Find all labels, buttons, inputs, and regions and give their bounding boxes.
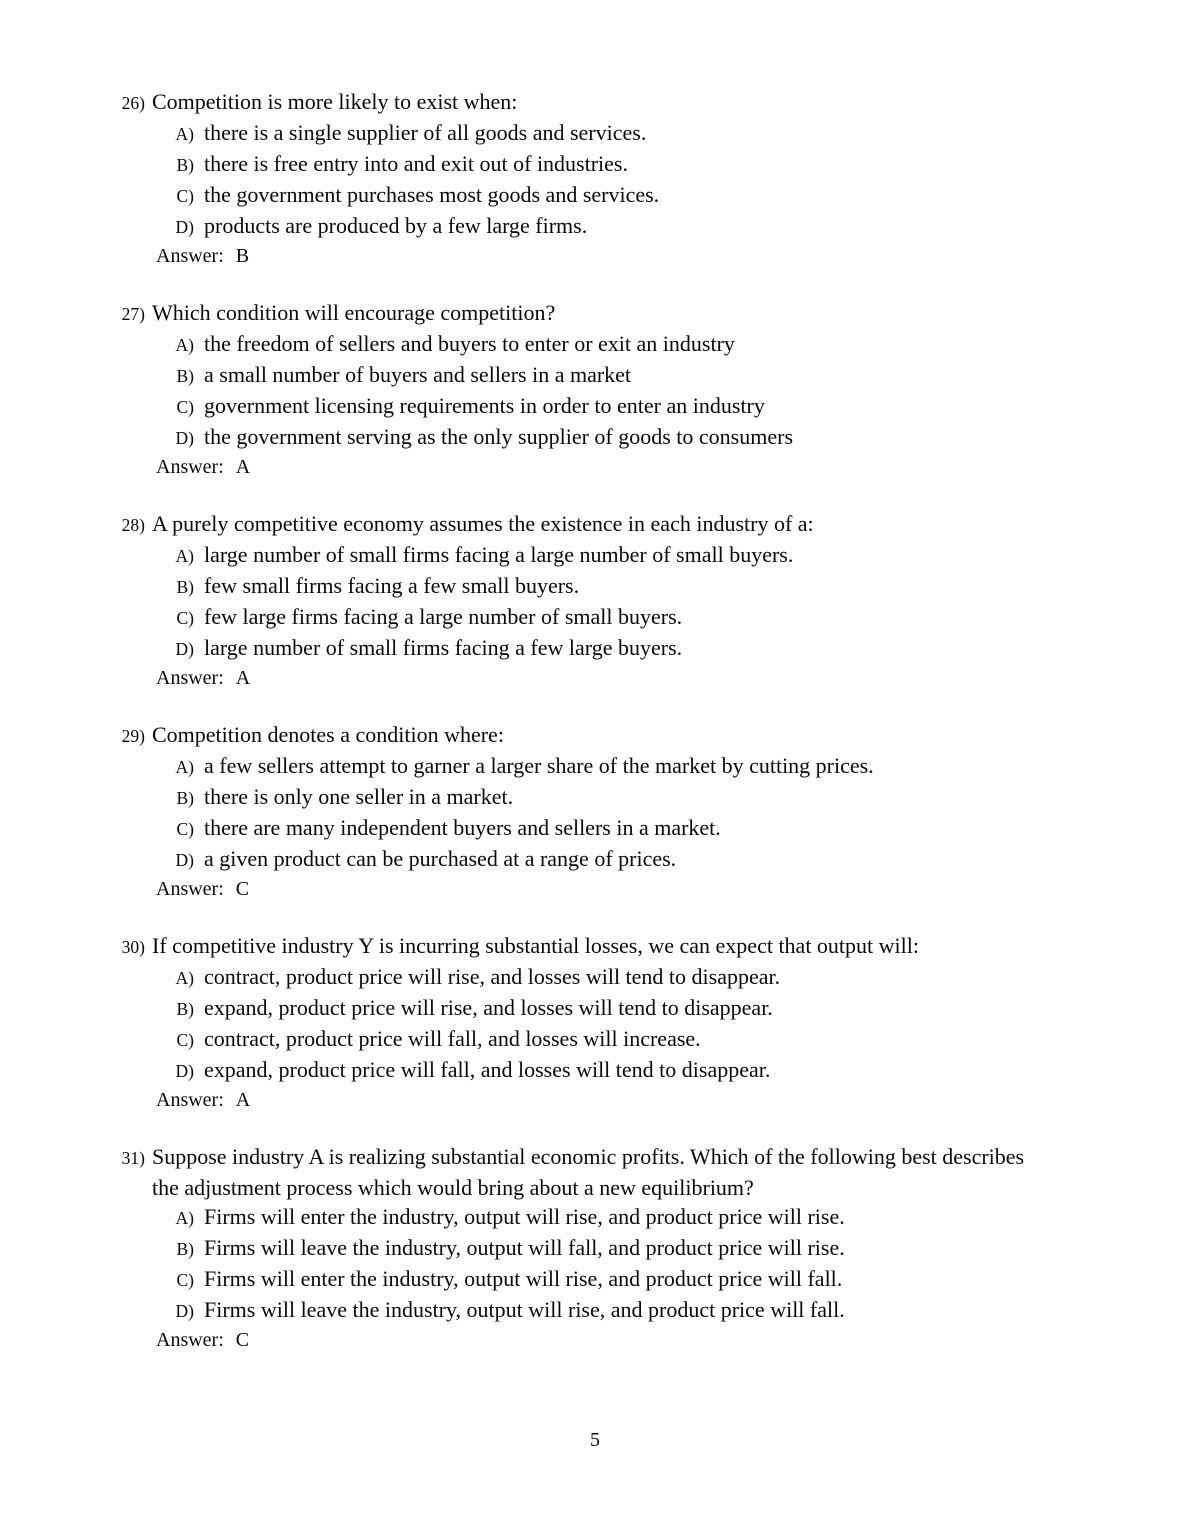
option-text: products are produced by a few large firms. — [204, 213, 588, 238]
option-row — [0, 813, 1190, 844]
question-text: Which condition will encourage competition? — [152, 300, 556, 325]
answer-row — [0, 1326, 1190, 1355]
option-text: large number of small firms facing a few large buyers. — [204, 635, 683, 660]
option-text: the freedom of sellers and buyers to enter or exit an industry — [204, 331, 735, 356]
option-row — [0, 602, 1190, 633]
question-block — [0, 931, 1190, 1115]
question-line — [0, 720, 1190, 751]
question-text-continuation: the adjustment process which would bring about a new equilibrium? — [152, 1175, 754, 1200]
option-text: Firms will enter the industry, output will rise, and product price will fall. — [204, 1266, 843, 1291]
option-row — [0, 360, 1190, 391]
question-block — [0, 298, 1190, 482]
option-marker: D) — [175, 1301, 194, 1321]
option-marker: C) — [176, 397, 194, 417]
answer-letter: B — [235, 245, 250, 267]
option-text: a few sellers attempt to garner a larger share of the market by cutting prices. — [204, 753, 874, 778]
option-row — [0, 329, 1190, 360]
option-marker: B) — [176, 788, 194, 808]
option-marker: A) — [175, 124, 194, 144]
option-text: government licensing requirements in order to enter an industry — [204, 393, 765, 418]
option-row — [0, 391, 1190, 422]
answer-letter: C — [235, 1329, 250, 1351]
answer-label: Answer: — [156, 245, 224, 267]
option-text: there is free entry into and exit out of industries. — [204, 151, 628, 176]
question-number: 26) — [121, 93, 145, 113]
option-row — [0, 633, 1190, 664]
option-marker: B) — [176, 577, 194, 597]
option-row — [0, 962, 1190, 993]
option-marker: A) — [175, 757, 194, 777]
question-line — [0, 87, 1190, 118]
option-text: Firms will enter the industry, output will rise, and product price will rise. — [204, 1204, 845, 1229]
option-marker: A) — [175, 968, 194, 988]
answer-row — [0, 875, 1190, 904]
option-text: there is only one seller in a market. — [204, 784, 514, 809]
option-text: contract, product price will fall, and losses will increase. — [204, 1026, 701, 1051]
option-marker: D) — [175, 217, 194, 237]
option-row — [0, 993, 1190, 1024]
option-row — [0, 422, 1190, 453]
option-marker: A) — [175, 335, 194, 355]
answer-label: Answer: — [156, 1089, 224, 1111]
option-text: large number of small firms facing a large number of small buyers. — [204, 542, 794, 567]
answer-label: Answer: — [156, 456, 224, 478]
option-row — [0, 540, 1190, 571]
option-row — [0, 1295, 1190, 1326]
option-marker: C) — [176, 608, 194, 628]
option-marker: C) — [176, 819, 194, 839]
page-footer — [0, 1426, 1190, 1455]
question-text: Competition denotes a condition where: — [152, 722, 504, 747]
option-marker: D) — [175, 428, 194, 448]
option-marker: B) — [176, 366, 194, 386]
option-row — [0, 149, 1190, 180]
question-block — [0, 87, 1190, 271]
option-marker: A) — [175, 1208, 194, 1228]
question-line — [0, 1173, 1190, 1202]
answer-label: Answer: — [156, 667, 224, 689]
answer-row — [0, 453, 1190, 482]
question-number: 29) — [121, 726, 145, 746]
question-line — [0, 1142, 1190, 1173]
option-marker: C) — [176, 1270, 194, 1290]
option-marker: D) — [175, 639, 194, 659]
option-row — [0, 844, 1190, 875]
option-row — [0, 180, 1190, 211]
option-row — [0, 1264, 1190, 1295]
option-text: the government purchases most goods and services. — [204, 182, 660, 207]
option-text: a given product can be purchased at a range of prices. — [204, 846, 677, 871]
option-text: few small firms facing a few small buyers. — [204, 573, 580, 598]
option-text: Firms will leave the industry, output will fall, and product price will rise. — [204, 1235, 845, 1260]
question-block — [0, 720, 1190, 904]
answer-letter: A — [235, 456, 251, 478]
answer-row — [0, 242, 1190, 271]
option-row — [0, 782, 1190, 813]
option-row — [0, 1233, 1190, 1264]
option-row — [0, 571, 1190, 602]
page-number: 5 — [590, 1429, 600, 1451]
question-number: 27) — [121, 304, 145, 324]
option-text: few large firms facing a large number of small buyers. — [204, 604, 683, 629]
option-marker: B) — [176, 1239, 194, 1259]
answer-letter: A — [235, 667, 251, 689]
option-text: Firms will leave the industry, output will rise, and product price will fall. — [204, 1297, 845, 1322]
answer-label: Answer: — [156, 1329, 224, 1351]
question-text: If competitive industry Y is incurring substantial losses, we can expect that output will: — [152, 933, 919, 958]
question-block — [0, 1142, 1190, 1355]
option-row — [0, 1202, 1190, 1233]
option-text: the government serving as the only supplier of goods to consumers — [204, 424, 794, 449]
option-row — [0, 751, 1190, 782]
option-row — [0, 1055, 1190, 1086]
question-block — [0, 509, 1190, 693]
option-text: expand, product price will fall, and losses will tend to disappear. — [204, 1057, 771, 1082]
option-marker: C) — [176, 1030, 194, 1050]
option-marker: B) — [176, 999, 194, 1019]
option-marker: B) — [176, 155, 194, 175]
option-row — [0, 118, 1190, 149]
question-number: 30) — [121, 937, 145, 957]
option-text: there is a single supplier of all goods and services. — [204, 120, 647, 145]
question-line — [0, 509, 1190, 540]
answer-letter: C — [235, 878, 250, 900]
option-text: contract, product price will rise, and losses will tend to disappear. — [204, 964, 781, 989]
question-number: 28) — [121, 515, 145, 535]
answer-letter: A — [235, 1089, 251, 1111]
question-line — [0, 298, 1190, 329]
option-text: there are many independent buyers and sellers in a market. — [204, 815, 721, 840]
question-text: Suppose industry A is realizing substantial economic profits. Which of the following best describes — [152, 1144, 1025, 1169]
option-marker: D) — [175, 850, 194, 870]
answer-row — [0, 1086, 1190, 1115]
question-text: Competition is more likely to exist when: — [152, 89, 518, 114]
option-marker: C) — [176, 186, 194, 206]
option-text: a small number of buyers and sellers in a market — [204, 362, 632, 387]
option-marker: D) — [175, 1061, 194, 1081]
question-number: 31) — [121, 1148, 145, 1168]
question-text: A purely competitive economy assumes the existence in each industry of a: — [152, 511, 814, 536]
option-text: expand, product price will rise, and losses will tend to disappear. — [204, 995, 773, 1020]
option-row — [0, 211, 1190, 242]
answer-row — [0, 664, 1190, 693]
answer-label: Answer: — [156, 878, 224, 900]
question-line — [0, 931, 1190, 962]
option-row — [0, 1024, 1190, 1055]
question-list — [0, 87, 1190, 1382]
option-marker: A) — [175, 546, 194, 566]
